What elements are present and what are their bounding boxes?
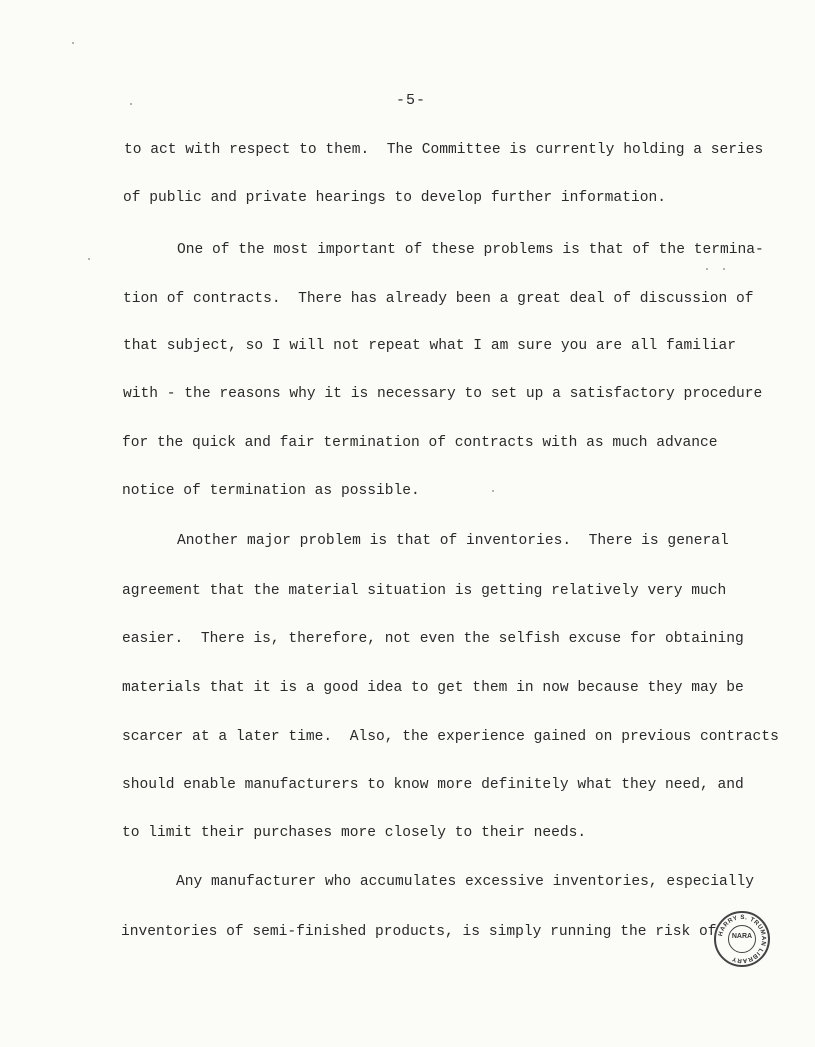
paper-speck — [88, 258, 90, 260]
page-number: -5- — [396, 92, 427, 109]
text-line: tion of contracts. There has already been a great deal of discussion of — [123, 291, 754, 307]
text-line: scarcer at a later time. Also, the experience gained on previous contracts — [122, 729, 779, 745]
text-line: to act with respect to them. The Committee is currently holding a series — [124, 142, 764, 158]
text-line: Another major problem is that of inventories. There is general — [177, 533, 729, 549]
text-line: materials that it is a good idea to get them in now because they may be — [122, 680, 744, 696]
paper-speck — [130, 103, 132, 105]
text-line: to limit their purchases more closely to their needs. — [122, 825, 587, 841]
paper-speck — [723, 268, 725, 270]
text-line: that subject, so I will not repeat what I am sure you are all familiar — [123, 338, 737, 354]
text-line: One of the most important of these problems is that of the termina- — [177, 242, 764, 258]
paper-speck — [492, 490, 494, 492]
paper-speck — [706, 268, 708, 270]
text-line: agreement that the material situation is getting relatively very much — [122, 583, 727, 599]
text-line: inventories of semi-finished products, is simply running the risk of — [121, 924, 717, 940]
svg-text:HARRY S. TRUMAN LIBRARY: HARRY S. TRUMAN LIBRARY — [717, 913, 768, 965]
text-line: notice of termination as possible. — [122, 483, 420, 499]
text-line: should enable manufacturers to know more definitely what they need, and — [122, 777, 744, 793]
text-line: of public and private hearings to develop further information. — [123, 190, 666, 206]
seal-center-text: NARA — [731, 933, 753, 940]
text-line: Any manufacturer who accumulates excessive inventories, especially — [176, 874, 755, 890]
text-line: with - the reasons why it is necessary to set up a satisfactory procedure — [123, 386, 763, 402]
text-line: easier. There is, therefore, not even the selfish excuse for obtaining — [122, 631, 744, 647]
paper-speck — [72, 42, 74, 44]
library-seal-icon — [714, 911, 770, 967]
text-line: for the quick and fair termination of contracts with as much advance — [122, 435, 718, 451]
